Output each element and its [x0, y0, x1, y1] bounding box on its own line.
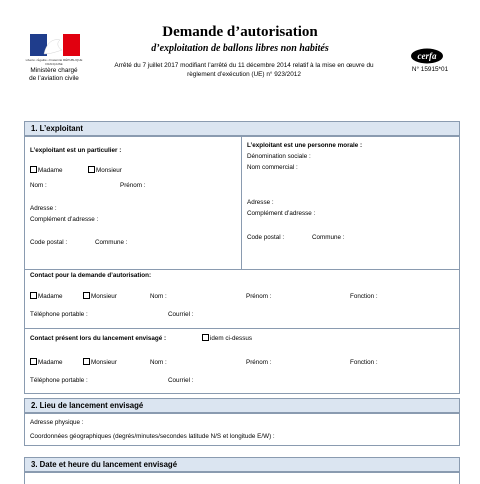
cerfa-logo-text: cerfa: [417, 51, 437, 61]
morale-code-postal-field[interactable]: Code postal :: [247, 234, 285, 241]
section-3-body: [24, 472, 460, 484]
particulier-madame-option[interactable]: [30, 166, 63, 174]
morale-heading: L’exploitant est une personne morale :: [247, 142, 363, 149]
contact-demande-fonction-field[interactable]: Fonction :: [350, 293, 378, 300]
adresse-physique-field[interactable]: Adresse physique :: [30, 419, 84, 426]
morale-nom-commercial-field[interactable]: Nom commercial :: [247, 164, 298, 171]
row-divider: [24, 269, 460, 270]
contact-lancement-telephone-field[interactable]: Téléphone portable :: [30, 377, 88, 384]
contact-lancement-monsieur-option[interactable]: [83, 358, 117, 366]
ministry-line-2: de l’aviation civile: [29, 75, 79, 82]
coordonnees-field[interactable]: Coordonnées géographiques (degrés/minutes/secondes latitude N/S et longitude E/W) :: [30, 433, 275, 440]
section-3-header: 3. Date et heure du lancement envisagé: [24, 457, 460, 472]
form-title: Demande d’autorisation: [162, 24, 318, 40]
checkbox[interactable]: [202, 334, 209, 341]
legal-line-2: règlement d’exécution (UE) n° 923/2012: [187, 70, 301, 78]
checkbox[interactable]: [30, 166, 37, 173]
morale-complement-field[interactable]: Complément d’adresse :: [247, 210, 316, 217]
contact-demande-telephone-field[interactable]: Téléphone portable :: [30, 311, 88, 318]
particulier-nom-field[interactable]: Nom :: [30, 182, 47, 189]
cerfa-number: N° 15915*01: [411, 66, 449, 73]
contact-demande-monsieur-option[interactable]: [83, 292, 117, 300]
contact-demande-nom-field[interactable]: Nom :: [150, 293, 167, 300]
particulier-code-postal-field[interactable]: Code postal :: [30, 239, 68, 246]
monsieur-label: Monsieur: [91, 293, 117, 300]
contact-demande-prenom-field[interactable]: Prénom :: [246, 293, 272, 300]
contact-lancement-prenom-field[interactable]: Prénom :: [246, 359, 272, 366]
morale-denomination-field[interactable]: Dénomination sociale :: [247, 153, 311, 160]
contact-lancement-courriel-field[interactable]: Courriel :: [168, 377, 194, 384]
section-1-body: [24, 136, 460, 394]
contact-lancement-heading: Contact présent lors du lancement envisagé :: [30, 335, 167, 342]
idem-label: idem ci-dessus: [210, 335, 252, 342]
checkbox[interactable]: [30, 292, 37, 299]
contact-demande-heading: Contact pour la demande d’autorisation:: [30, 272, 152, 279]
checkbox[interactable]: [88, 166, 95, 173]
contact-lancement-madame-option[interactable]: [30, 358, 63, 366]
particulier-complement-field[interactable]: Complément d’adresse :: [30, 216, 99, 223]
particulier-adresse-field[interactable]: Adresse :: [30, 205, 57, 212]
form-subtitle: d’exploitation de ballons libres non habités: [151, 43, 329, 54]
idem-option[interactable]: [202, 334, 252, 342]
particulier-commune-field[interactable]: Commune :: [95, 239, 128, 246]
morale-commune-field[interactable]: Commune :: [312, 234, 345, 241]
legal-line-1: Arrêté du 7 juillet 2017 modifiant l’arrêté du 11 décembre 2014 relatif à la mise en œuvre du: [114, 62, 374, 69]
republique-francaise-logo: [30, 34, 80, 56]
madame-label: Madame: [38, 167, 63, 174]
legal-reference: [88, 62, 400, 79]
contact-lancement-nom-field[interactable]: Nom :: [150, 359, 167, 366]
monsieur-label: Monsieur: [96, 167, 122, 174]
madame-label: Madame: [38, 359, 63, 366]
particulier-prenom-field[interactable]: Prénom :: [120, 182, 146, 189]
section-2-header: 2. Lieu de lancement envisagé: [24, 398, 460, 413]
cerfa-logo: [410, 48, 444, 64]
monsieur-label: Monsieur: [91, 359, 117, 366]
contact-demande-madame-option[interactable]: [30, 292, 63, 300]
contact-lancement-fonction-field[interactable]: Fonction :: [350, 359, 378, 366]
ministry-line-1: Ministère chargé: [30, 67, 78, 74]
row-divider: [24, 328, 460, 329]
checkbox[interactable]: [83, 292, 90, 299]
section-2-body: [24, 413, 460, 446]
checkbox[interactable]: [30, 358, 37, 365]
particulier-heading: L’exploitant est un particulier :: [30, 147, 122, 154]
logo-caption: Liberté • Égalité • Fraternité RÉPUBLIQUE FRANÇAISE: [25, 58, 83, 66]
section-1-header: 1. L’exploitant: [24, 121, 460, 136]
contact-demande-courriel-field[interactable]: Courriel :: [168, 311, 194, 318]
column-divider: [241, 136, 242, 269]
checkbox[interactable]: [83, 358, 90, 365]
particulier-monsieur-option[interactable]: [88, 166, 122, 174]
madame-label: Madame: [38, 293, 63, 300]
morale-adresse-field[interactable]: Adresse :: [247, 199, 274, 206]
ministry-label: [14, 67, 94, 83]
